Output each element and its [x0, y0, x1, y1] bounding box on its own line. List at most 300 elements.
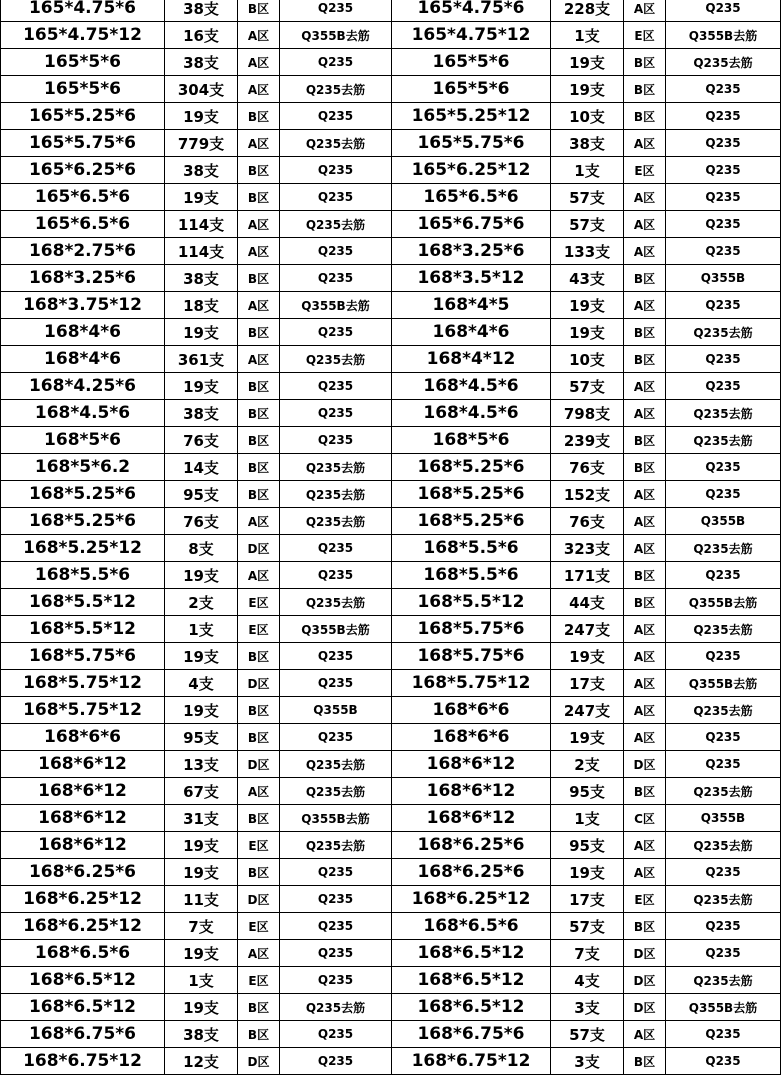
quantity-cell: 38支 — [165, 1021, 238, 1048]
spec-cell: 168*4*5 — [392, 292, 551, 319]
table-row — [1, 805, 781, 832]
quantity-cell: 38支 — [165, 157, 238, 184]
quantity-cell: 57支 — [551, 211, 624, 238]
quantity-cell: 57支 — [551, 184, 624, 211]
material-cell: Q235 — [666, 130, 781, 157]
zone-cell: B区 — [624, 76, 666, 103]
quantity-cell: 8支 — [165, 535, 238, 562]
material-cell: Q235 — [280, 157, 392, 184]
table-row — [1, 481, 781, 508]
quantity-cell: 19支 — [165, 859, 238, 886]
zone-cell: B区 — [624, 319, 666, 346]
quantity-cell: 19支 — [551, 292, 624, 319]
zone-cell: A区 — [238, 238, 280, 265]
material-cell: Q235去筋 — [666, 967, 781, 994]
zone-cell: A区 — [624, 670, 666, 697]
quantity-cell: 19支 — [551, 76, 624, 103]
zone-cell: A区 — [238, 76, 280, 103]
quantity-cell: 19支 — [165, 940, 238, 967]
spec-cell: 168*6*12 — [392, 751, 551, 778]
material-cell: Q235去筋 — [280, 130, 392, 157]
zone-cell: A区 — [624, 859, 666, 886]
quantity-cell: 17支 — [551, 670, 624, 697]
spec-cell: 165*5*6 — [392, 76, 551, 103]
spec-cell: 165*6.5*6 — [1, 211, 165, 238]
material-cell: Q235去筋 — [280, 589, 392, 616]
zone-cell: A区 — [238, 130, 280, 157]
spec-cell: 168*5.75*12 — [1, 697, 165, 724]
material-cell: Q235 — [280, 859, 392, 886]
table-row — [1, 0, 781, 22]
zone-cell: B区 — [238, 0, 280, 22]
zone-cell: B区 — [624, 589, 666, 616]
material-cell: Q235去筋 — [666, 886, 781, 913]
quantity-cell: 779支 — [165, 130, 238, 157]
spec-cell: 168*5.75*6 — [392, 616, 551, 643]
quantity-cell: 76支 — [165, 508, 238, 535]
zone-cell: B区 — [238, 994, 280, 1021]
zone-cell: B区 — [238, 319, 280, 346]
material-cell: Q235去筋 — [666, 49, 781, 76]
zone-cell: B区 — [238, 697, 280, 724]
material-cell: Q235 — [280, 184, 392, 211]
zone-cell: A区 — [624, 724, 666, 751]
quantity-cell: 16支 — [165, 22, 238, 49]
zone-cell: D区 — [238, 751, 280, 778]
material-cell: Q355B去筋 — [666, 589, 781, 616]
material-cell: Q235 — [666, 292, 781, 319]
quantity-cell: 19支 — [165, 319, 238, 346]
zone-cell: B区 — [238, 427, 280, 454]
material-cell: Q235 — [666, 0, 781, 22]
quantity-cell: 1支 — [551, 805, 624, 832]
zone-cell: A区 — [624, 184, 666, 211]
spec-cell: 168*6.25*6 — [392, 832, 551, 859]
quantity-cell: 304支 — [165, 76, 238, 103]
spec-cell: 168*6.25*12 — [1, 913, 165, 940]
zone-cell: B区 — [624, 265, 666, 292]
zone-cell: B区 — [238, 481, 280, 508]
table-row — [1, 751, 781, 778]
quantity-cell: 76支 — [551, 454, 624, 481]
zone-cell: D区 — [624, 940, 666, 967]
material-cell: Q235去筋 — [280, 778, 392, 805]
spec-cell: 168*6.75*6 — [392, 1021, 551, 1048]
material-cell: Q235 — [280, 724, 392, 751]
spec-cell: 168*5.5*6 — [392, 562, 551, 589]
quantity-cell: 19支 — [551, 724, 624, 751]
spec-cell: 168*5.5*6 — [1, 562, 165, 589]
spec-cell: 168*6.5*12 — [392, 940, 551, 967]
quantity-cell: 19支 — [165, 184, 238, 211]
material-cell: Q355B去筋 — [280, 22, 392, 49]
table-row — [1, 724, 781, 751]
material-cell: Q235 — [280, 886, 392, 913]
zone-cell: B区 — [624, 562, 666, 589]
material-cell: Q235 — [280, 238, 392, 265]
material-cell: Q235去筋 — [666, 616, 781, 643]
material-cell: Q355B — [666, 265, 781, 292]
material-cell: Q235 — [666, 76, 781, 103]
zone-cell: A区 — [624, 616, 666, 643]
material-cell: Q235 — [280, 670, 392, 697]
material-cell: Q235去筋 — [666, 400, 781, 427]
zone-cell: A区 — [624, 373, 666, 400]
zone-cell: B区 — [238, 859, 280, 886]
material-cell: Q235 — [280, 265, 392, 292]
spec-cell: 168*4*6 — [1, 346, 165, 373]
table-row — [1, 346, 781, 373]
spec-cell: 168*3.5*12 — [392, 265, 551, 292]
zone-cell: D区 — [624, 994, 666, 1021]
material-cell: Q355B — [666, 805, 781, 832]
table-row — [1, 697, 781, 724]
quantity-cell: 38支 — [165, 0, 238, 22]
table-row — [1, 157, 781, 184]
quantity-cell: 10支 — [551, 346, 624, 373]
quantity-cell: 67支 — [165, 778, 238, 805]
spec-cell: 168*4*6 — [1, 319, 165, 346]
quantity-cell: 7支 — [165, 913, 238, 940]
quantity-cell: 76支 — [165, 427, 238, 454]
material-cell: Q235 — [666, 373, 781, 400]
spec-cell: 168*6.25*12 — [392, 886, 551, 913]
spec-cell: 168*5.25*12 — [1, 535, 165, 562]
spec-cell: 168*6*6 — [392, 697, 551, 724]
zone-cell: B区 — [624, 49, 666, 76]
material-cell: Q235去筋 — [666, 697, 781, 724]
quantity-cell: 38支 — [165, 265, 238, 292]
quantity-cell: 31支 — [165, 805, 238, 832]
zone-cell: A区 — [238, 562, 280, 589]
spec-cell: 165*5*6 — [392, 49, 551, 76]
table-row — [1, 913, 781, 940]
spec-cell: 168*6.5*12 — [1, 994, 165, 1021]
table-row — [1, 265, 781, 292]
zone-cell: A区 — [238, 940, 280, 967]
zone-cell: A区 — [238, 346, 280, 373]
material-cell: Q235去筋 — [280, 211, 392, 238]
zone-cell: A区 — [624, 238, 666, 265]
quantity-cell: 19支 — [165, 697, 238, 724]
zone-cell: D区 — [238, 670, 280, 697]
quantity-cell: 19支 — [165, 643, 238, 670]
zone-cell: A区 — [238, 292, 280, 319]
zone-cell: A区 — [624, 211, 666, 238]
zone-cell: A区 — [624, 1021, 666, 1048]
table-row — [1, 76, 781, 103]
table-row — [1, 319, 781, 346]
table-row — [1, 832, 781, 859]
quantity-cell: 95支 — [165, 481, 238, 508]
spec-cell: 168*5.5*12 — [1, 589, 165, 616]
spec-cell: 168*6*12 — [1, 832, 165, 859]
zone-cell: B区 — [624, 346, 666, 373]
quantity-cell: 13支 — [165, 751, 238, 778]
zone-cell: D区 — [238, 535, 280, 562]
spec-cell: 168*4*6 — [392, 319, 551, 346]
zone-cell: D区 — [624, 751, 666, 778]
material-cell: Q355B去筋 — [280, 292, 392, 319]
quantity-cell: 95支 — [165, 724, 238, 751]
material-cell: Q235 — [666, 481, 781, 508]
quantity-cell: 18支 — [165, 292, 238, 319]
quantity-cell: 19支 — [551, 319, 624, 346]
material-cell: Q235去筋 — [280, 481, 392, 508]
table-row — [1, 616, 781, 643]
table-row — [1, 130, 781, 157]
quantity-cell: 1支 — [165, 967, 238, 994]
material-cell: Q235去筋 — [666, 535, 781, 562]
material-cell: Q235去筋 — [666, 319, 781, 346]
spec-cell: 168*5.25*6 — [392, 508, 551, 535]
spec-cell: 165*4.75*6 — [392, 0, 551, 22]
spec-cell: 168*6.75*12 — [1, 1048, 165, 1075]
table-row — [1, 427, 781, 454]
zone-cell: A区 — [624, 508, 666, 535]
zone-cell: C区 — [624, 805, 666, 832]
material-cell: Q355B去筋 — [280, 805, 392, 832]
spec-cell: 168*6.25*6 — [1, 859, 165, 886]
quantity-cell: 17支 — [551, 886, 624, 913]
zone-cell: A区 — [624, 535, 666, 562]
quantity-cell: 228支 — [551, 0, 624, 22]
table-row — [1, 940, 781, 967]
zone-cell: B区 — [238, 643, 280, 670]
spec-cell: 168*5.5*6 — [392, 535, 551, 562]
zone-cell: E区 — [238, 832, 280, 859]
material-cell: Q235 — [666, 913, 781, 940]
spec-cell: 168*5.25*6 — [392, 481, 551, 508]
table-row — [1, 49, 781, 76]
spec-cell: 168*5*6 — [392, 427, 551, 454]
spec-cell: 168*6.75*6 — [1, 1021, 165, 1048]
table-row — [1, 373, 781, 400]
material-cell: Q235 — [666, 940, 781, 967]
quantity-cell: 247支 — [551, 697, 624, 724]
table-row — [1, 859, 781, 886]
material-cell: Q235 — [280, 913, 392, 940]
inventory-table-body — [1, 0, 781, 1075]
zone-cell: E区 — [238, 967, 280, 994]
spec-cell: 168*6.75*12 — [392, 1048, 551, 1075]
material-cell: Q235去筋 — [666, 778, 781, 805]
quantity-cell: 12支 — [165, 1048, 238, 1075]
material-cell: Q235 — [280, 400, 392, 427]
zone-cell: B区 — [238, 184, 280, 211]
material-cell: Q235 — [280, 0, 392, 22]
material-cell: Q235 — [666, 562, 781, 589]
material-cell: Q235 — [280, 967, 392, 994]
table-row — [1, 211, 781, 238]
spec-cell: 168*6.25*6 — [392, 859, 551, 886]
material-cell: Q235去筋 — [280, 454, 392, 481]
material-cell: Q235去筋 — [666, 832, 781, 859]
material-cell: Q235 — [666, 1021, 781, 1048]
quantity-cell: 323支 — [551, 535, 624, 562]
zone-cell: E区 — [238, 616, 280, 643]
material-cell: Q235 — [666, 211, 781, 238]
material-cell: Q235 — [280, 535, 392, 562]
spec-cell: 165*6.5*6 — [392, 184, 551, 211]
spec-cell: 168*6.5*12 — [392, 994, 551, 1021]
table-row — [1, 454, 781, 481]
material-cell: Q235 — [666, 157, 781, 184]
spec-cell: 165*5.75*6 — [1, 130, 165, 157]
quantity-cell: 38支 — [165, 400, 238, 427]
quantity-cell: 152支 — [551, 481, 624, 508]
zone-cell: E区 — [624, 22, 666, 49]
table-row — [1, 643, 781, 670]
zone-cell: A区 — [238, 778, 280, 805]
table-row — [1, 1048, 781, 1075]
table-row — [1, 22, 781, 49]
quantity-cell: 4支 — [165, 670, 238, 697]
spec-cell: 168*6*12 — [392, 778, 551, 805]
table-row — [1, 400, 781, 427]
quantity-cell: 95支 — [551, 778, 624, 805]
material-cell: Q235去筋 — [280, 751, 392, 778]
material-cell: Q235去筋 — [280, 508, 392, 535]
quantity-cell: 19支 — [551, 643, 624, 670]
material-cell: Q235 — [666, 859, 781, 886]
zone-cell: A区 — [238, 508, 280, 535]
quantity-cell: 11支 — [165, 886, 238, 913]
zone-cell: B区 — [624, 913, 666, 940]
quantity-cell: 1支 — [551, 22, 624, 49]
spec-cell: 168*6*12 — [1, 778, 165, 805]
spec-cell: 168*5*6.2 — [1, 454, 165, 481]
zone-cell: B区 — [238, 373, 280, 400]
spec-cell: 165*5*6 — [1, 49, 165, 76]
material-cell: Q355B — [280, 697, 392, 724]
material-cell: Q235 — [280, 940, 392, 967]
quantity-cell: 57支 — [551, 373, 624, 400]
spec-cell: 165*6.75*6 — [392, 211, 551, 238]
material-cell: Q235 — [280, 427, 392, 454]
spec-cell: 165*5.25*12 — [392, 103, 551, 130]
zone-cell: B区 — [624, 454, 666, 481]
material-cell: Q235 — [280, 1048, 392, 1075]
table-row — [1, 103, 781, 130]
spec-cell: 168*6*12 — [392, 805, 551, 832]
quantity-cell: 114支 — [165, 211, 238, 238]
zone-cell: A区 — [624, 832, 666, 859]
quantity-cell: 57支 — [551, 1021, 624, 1048]
zone-cell: E区 — [238, 589, 280, 616]
zone-cell: A区 — [624, 130, 666, 157]
spec-cell: 168*4.5*6 — [1, 400, 165, 427]
quantity-cell: 19支 — [165, 562, 238, 589]
material-cell: Q235 — [666, 751, 781, 778]
quantity-cell: 95支 — [551, 832, 624, 859]
spec-cell: 165*4.75*12 — [392, 22, 551, 49]
material-cell: Q235 — [666, 346, 781, 373]
spec-cell: 168*5.25*6 — [392, 454, 551, 481]
zone-cell: D区 — [238, 1048, 280, 1075]
quantity-cell: 38支 — [165, 49, 238, 76]
quantity-cell: 19支 — [165, 832, 238, 859]
table-row — [1, 1021, 781, 1048]
quantity-cell: 38支 — [551, 130, 624, 157]
material-cell: Q235 — [666, 1048, 781, 1075]
material-cell: Q235 — [280, 49, 392, 76]
zone-cell: A区 — [238, 49, 280, 76]
quantity-cell: 171支 — [551, 562, 624, 589]
zone-cell: E区 — [238, 913, 280, 940]
quantity-cell: 19支 — [551, 49, 624, 76]
quantity-cell: 3支 — [551, 994, 624, 1021]
material-cell: Q235 — [666, 184, 781, 211]
quantity-cell: 133支 — [551, 238, 624, 265]
table-row — [1, 562, 781, 589]
zone-cell: B区 — [238, 400, 280, 427]
material-cell: Q235 — [280, 643, 392, 670]
material-cell: Q235去筋 — [280, 994, 392, 1021]
zone-cell: D区 — [238, 886, 280, 913]
table-row — [1, 508, 781, 535]
quantity-cell: 1支 — [165, 616, 238, 643]
spec-cell: 168*6.5*12 — [392, 967, 551, 994]
zone-cell: B区 — [238, 1021, 280, 1048]
spec-cell: 168*4.5*6 — [392, 373, 551, 400]
zone-cell: B区 — [624, 427, 666, 454]
material-cell: Q235 — [280, 373, 392, 400]
material-cell: Q355B — [666, 508, 781, 535]
spec-cell: 165*5.75*6 — [392, 130, 551, 157]
zone-cell: D区 — [624, 967, 666, 994]
spec-cell: 165*5.25*6 — [1, 103, 165, 130]
spec-cell: 168*3.25*6 — [1, 265, 165, 292]
spec-cell: 168*6.5*6 — [392, 913, 551, 940]
material-cell: Q235 — [666, 238, 781, 265]
zone-cell: B区 — [238, 157, 280, 184]
spec-cell: 168*5.25*6 — [1, 481, 165, 508]
spec-cell: 168*5.75*12 — [1, 670, 165, 697]
spec-cell: 165*6.25*12 — [392, 157, 551, 184]
spec-cell: 168*5.5*12 — [392, 589, 551, 616]
material-cell: Q235 — [280, 319, 392, 346]
quantity-cell: 3支 — [551, 1048, 624, 1075]
spec-cell: 165*5*6 — [1, 76, 165, 103]
table-row — [1, 670, 781, 697]
quantity-cell: 76支 — [551, 508, 624, 535]
spec-cell: 168*2.75*6 — [1, 238, 165, 265]
zone-cell: A区 — [624, 697, 666, 724]
zone-cell: A区 — [238, 22, 280, 49]
material-cell: Q355B去筋 — [666, 670, 781, 697]
zone-cell: A区 — [624, 0, 666, 22]
material-cell: Q355B去筋 — [666, 994, 781, 1021]
quantity-cell: 2支 — [551, 751, 624, 778]
table-row — [1, 535, 781, 562]
zone-cell: B区 — [238, 805, 280, 832]
quantity-cell: 361支 — [165, 346, 238, 373]
table-row — [1, 967, 781, 994]
material-cell: Q235 — [280, 103, 392, 130]
zone-cell: B区 — [238, 265, 280, 292]
quantity-cell: 7支 — [551, 940, 624, 967]
spec-cell: 168*6.25*12 — [1, 886, 165, 913]
spec-cell: 168*5.5*12 — [1, 616, 165, 643]
spec-cell: 168*6*6 — [392, 724, 551, 751]
spec-cell: 165*4.75*12 — [1, 22, 165, 49]
zone-cell: B区 — [238, 454, 280, 481]
quantity-cell: 247支 — [551, 616, 624, 643]
quantity-cell: 19支 — [165, 994, 238, 1021]
material-cell: Q235去筋 — [280, 346, 392, 373]
quantity-cell: 19支 — [165, 103, 238, 130]
